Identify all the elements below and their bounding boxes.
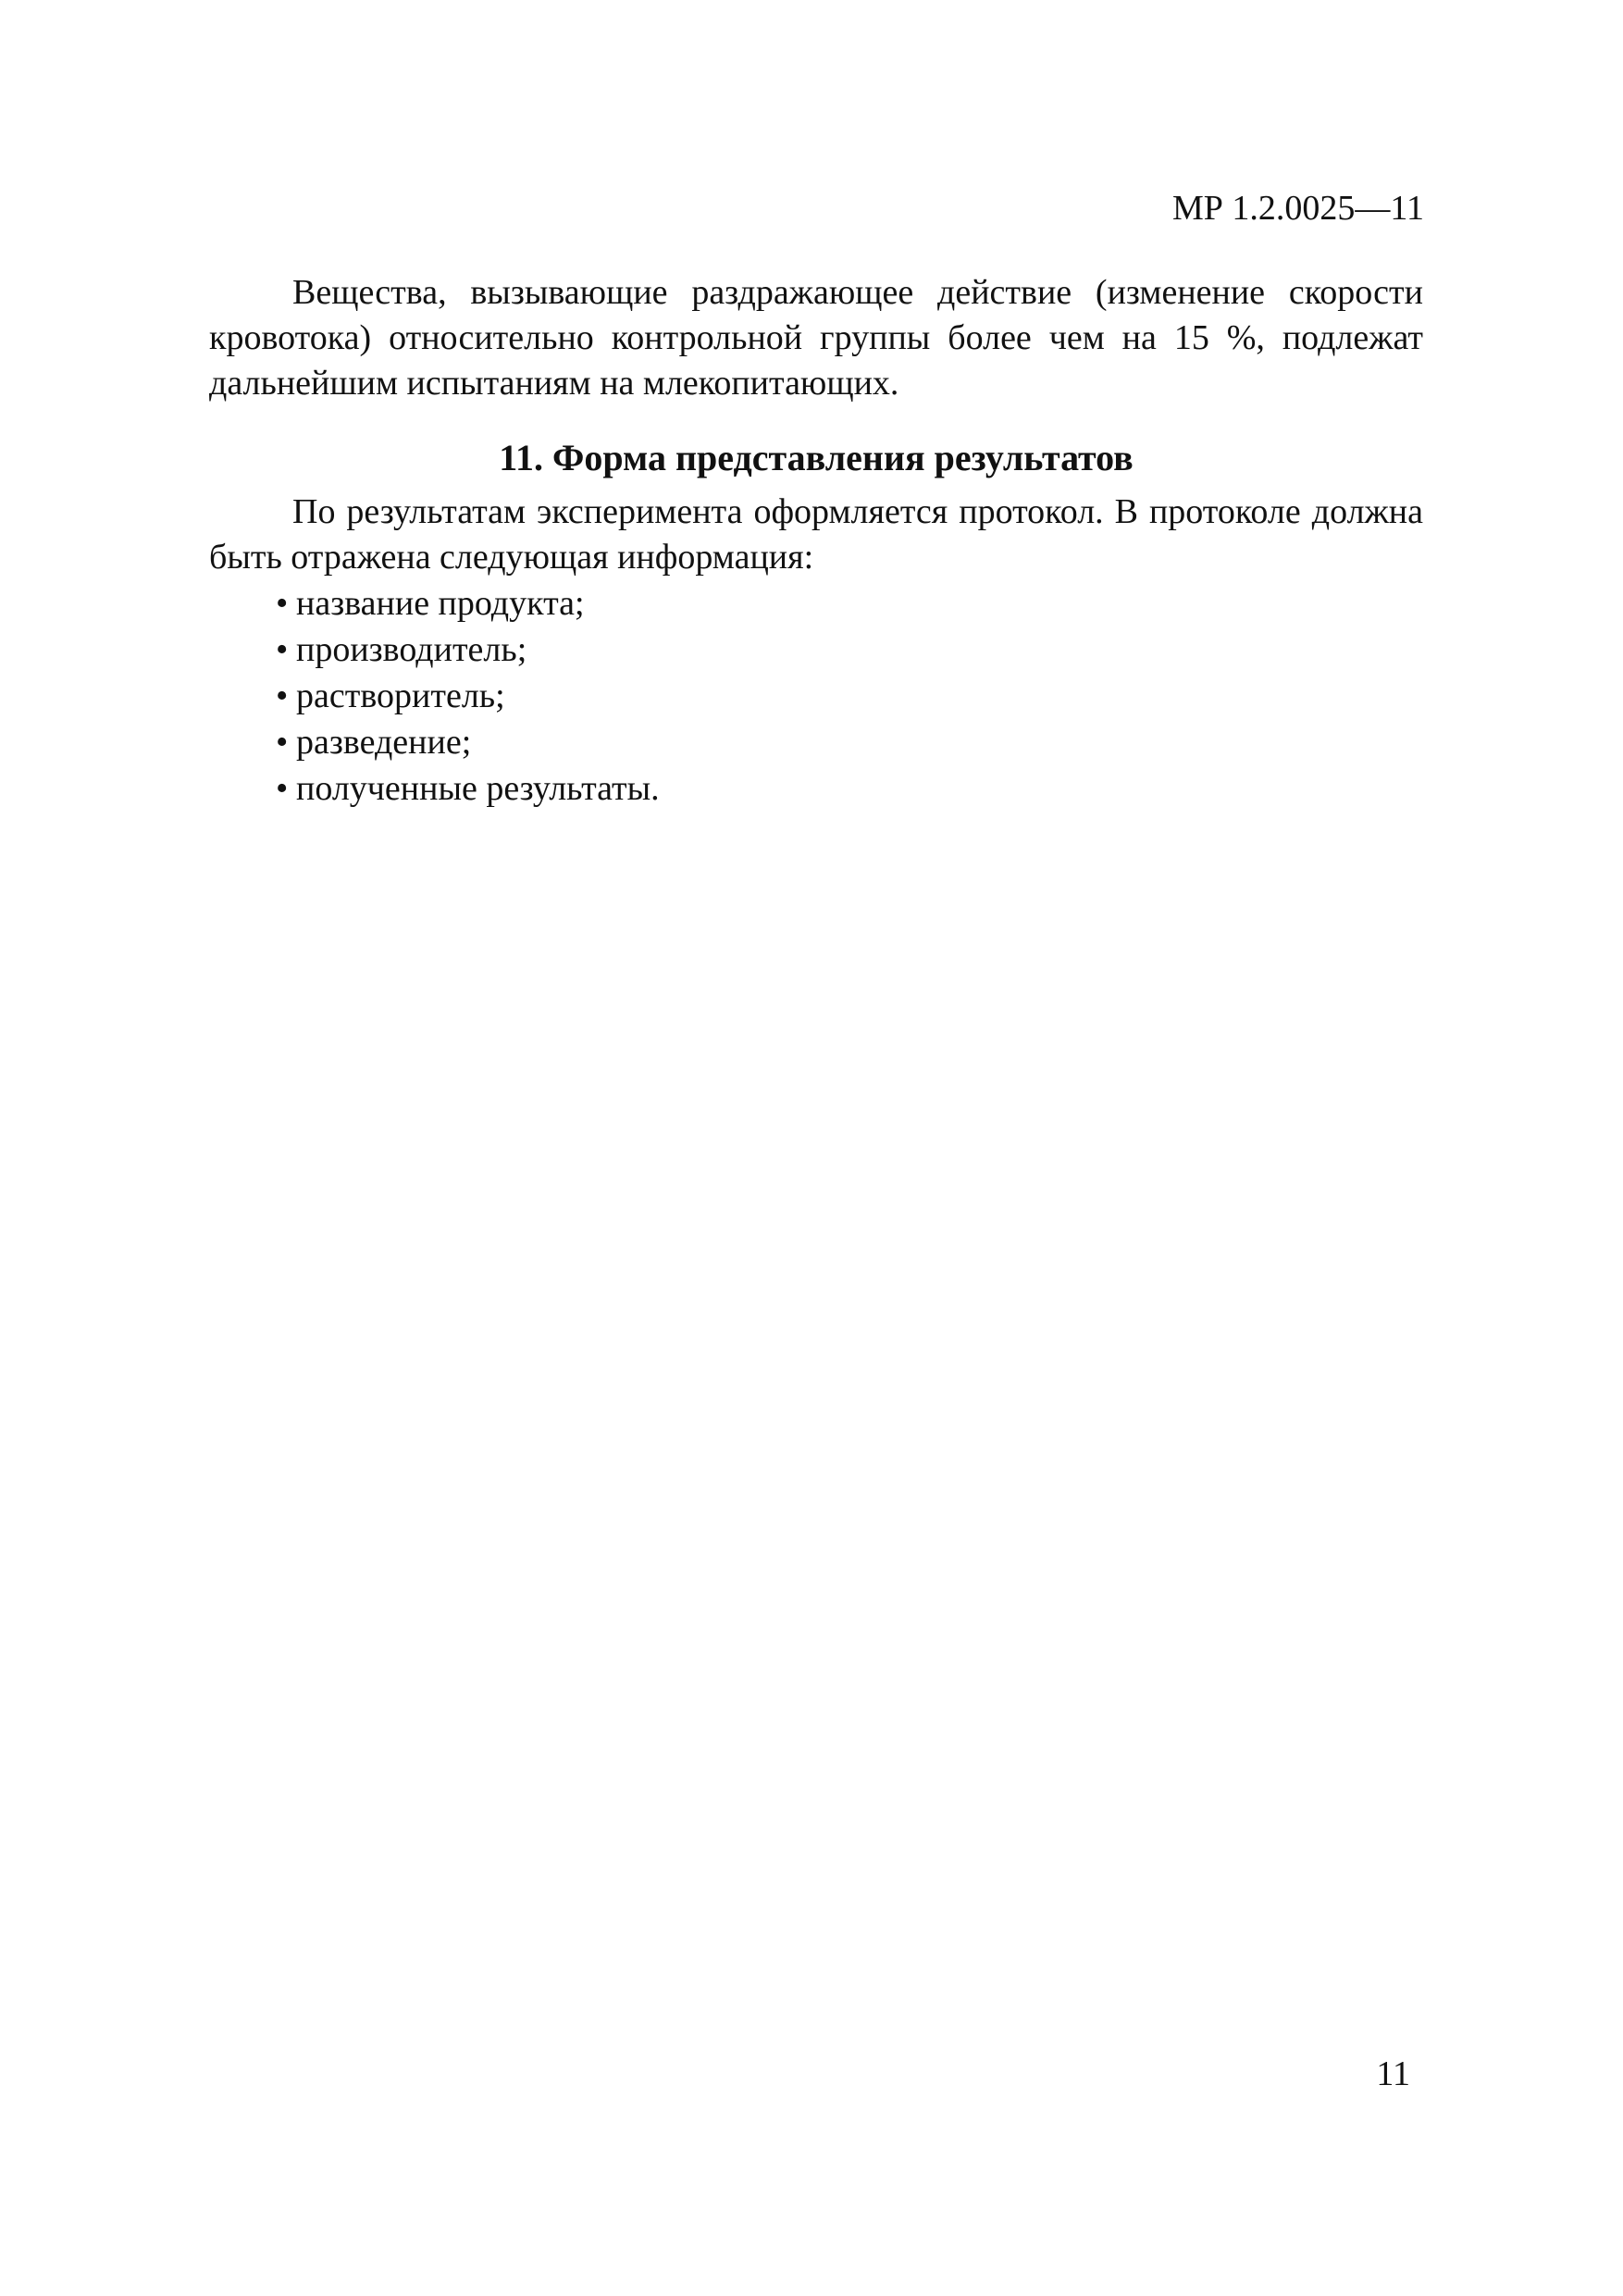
- paragraph-irritation-criteria: Вещества, вызывающие раздражающее действие (изменение скорости кровотока) относительно контрольной группы более чем на 15 %, подлежат дальнейшим испытаниям на млекопитающих.: [209, 273, 1423, 403]
- bullet-icon: •: [276, 676, 289, 715]
- list-item: [276, 627, 1423, 673]
- paragraph-protocol: По результатам эксперимента оформляется протокол. В протоколе должна быть отражена следующая информация:: [209, 492, 1423, 577]
- protocol-info-list: [209, 580, 1423, 812]
- page-number: 11: [1376, 2054, 1410, 2093]
- bullet-icon: •: [276, 723, 289, 762]
- page-content: [209, 270, 1423, 812]
- list-item-text: разведение;: [296, 723, 472, 762]
- document-code: МР 1.2.0025—11: [1171, 189, 1424, 228]
- list-item: [276, 765, 1423, 812]
- section-heading: 11. Форма представления результатов: [499, 437, 1134, 478]
- list-item: [276, 580, 1423, 627]
- bullet-icon: •: [276, 630, 289, 669]
- list-item: [276, 673, 1423, 719]
- bullet-icon: •: [276, 769, 289, 808]
- list-item: [276, 719, 1423, 765]
- list-item-text: полученные результаты.: [296, 769, 660, 808]
- list-item-text: растворитель;: [296, 676, 505, 715]
- list-item-text: производитель;: [296, 630, 527, 669]
- list-item-text: название продукта;: [296, 584, 585, 623]
- bullet-icon: •: [276, 584, 289, 623]
